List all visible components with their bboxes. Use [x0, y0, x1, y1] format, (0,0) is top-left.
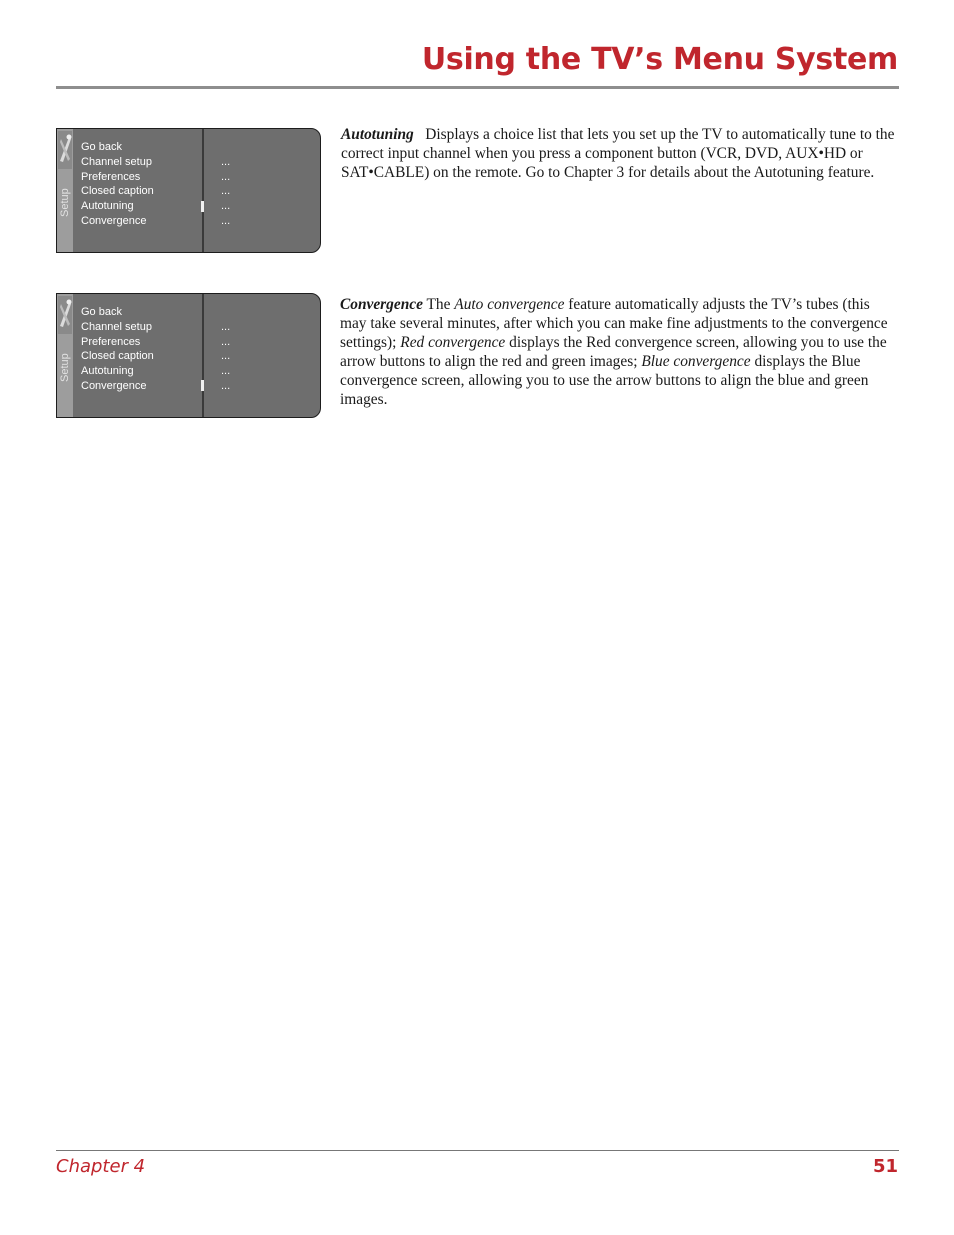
convergence-term: Convergence: [340, 296, 423, 313]
setup-menu-autotuning: [56, 128, 321, 253]
menu-divider: [202, 129, 204, 252]
red-convergence-term: Red convergence: [400, 334, 506, 351]
menu-item-preferences: Preferences: [81, 170, 141, 183]
convergence-text: The: [426, 296, 451, 313]
menu-item-channel-setup: Channel setup: [81, 320, 152, 333]
menu-value: ...: [221, 185, 231, 198]
menu-item-channel-setup: Channel setup: [81, 155, 152, 168]
menu-item-convergence: Convergence: [81, 214, 147, 227]
menu-value: ...: [221, 170, 231, 183]
menu-item-autotuning: Autotuning: [81, 200, 134, 213]
menu-item-preferences: Preferences: [81, 335, 141, 348]
autotuning-paragraph: [341, 125, 899, 182]
menu-side-label: Setup: [59, 188, 71, 218]
menu-item-closed-caption: Closed caption: [81, 350, 154, 363]
menu-item-convergence: Convergence: [81, 379, 147, 392]
menu-item-go-back: Go back: [81, 306, 122, 318]
menu-value: ...: [221, 350, 231, 363]
menu-value: ...: [221, 365, 231, 378]
footer-rule: [56, 1150, 899, 1151]
menu-side-label: Setup: [59, 353, 71, 383]
autotuning-term: Autotuning: [341, 126, 414, 143]
menu-value: [221, 140, 230, 155]
menu-side-strip: [57, 294, 73, 417]
convergence-paragraph: [340, 295, 899, 409]
menu-value: ...: [221, 320, 231, 333]
setup-menu-convergence: [56, 293, 321, 418]
convergence-text: displays the Blue convergence screen, allowing you to use the arrow buttons to align the blue and green images.: [340, 353, 869, 408]
menu-divider: [202, 294, 204, 417]
blue-convergence-term: Blue convergence: [641, 353, 751, 370]
menu-value-list: [221, 140, 230, 229]
menu-item-closed-caption: Closed caption: [81, 185, 154, 198]
tools-icon: [58, 296, 72, 334]
menu-value: ...: [221, 379, 231, 392]
page-title: Using the TV’s Menu System: [421, 42, 898, 77]
menu-selection-marker: [201, 201, 204, 212]
menu-value: ...: [221, 214, 231, 227]
page-number: 51: [872, 1156, 898, 1177]
menu-item-go-back: Go back: [81, 141, 122, 153]
tools-icon: [58, 131, 72, 169]
footer-chapter: Chapter 4: [56, 1156, 146, 1177]
menu-value-list: [221, 305, 230, 394]
menu-value: ...: [221, 200, 231, 213]
menu-item-autotuning: Autotuning: [81, 365, 134, 378]
menu-selection-marker: [201, 380, 204, 391]
auto-convergence-term: Auto convergence: [454, 296, 565, 313]
autotuning-text: Displays a choice list that lets you set up the TV to automatically tune to the correct input channel when you press a component button (VCR, DVD, AUX•HD or SAT•CABLE) on the remote. Go to Chapter 3 for details about the Autotuning feature.: [341, 126, 895, 181]
menu-value: ...: [221, 155, 231, 168]
menu-item-list: [81, 140, 199, 229]
title-rule: [56, 86, 899, 89]
menu-value: ...: [221, 335, 231, 348]
convergence-text: displays the Red convergence screen, allowing you to use the arrow buttons to align the red and green images;: [340, 334, 887, 370]
menu-item-list: [81, 305, 199, 394]
menu-side-strip: [57, 129, 73, 252]
convergence-text: feature automatically adjusts the TV’s tubes (this may take several minutes, after which you can make fine adjustments to the convergence settings);: [340, 296, 888, 351]
menu-value: [221, 305, 230, 320]
